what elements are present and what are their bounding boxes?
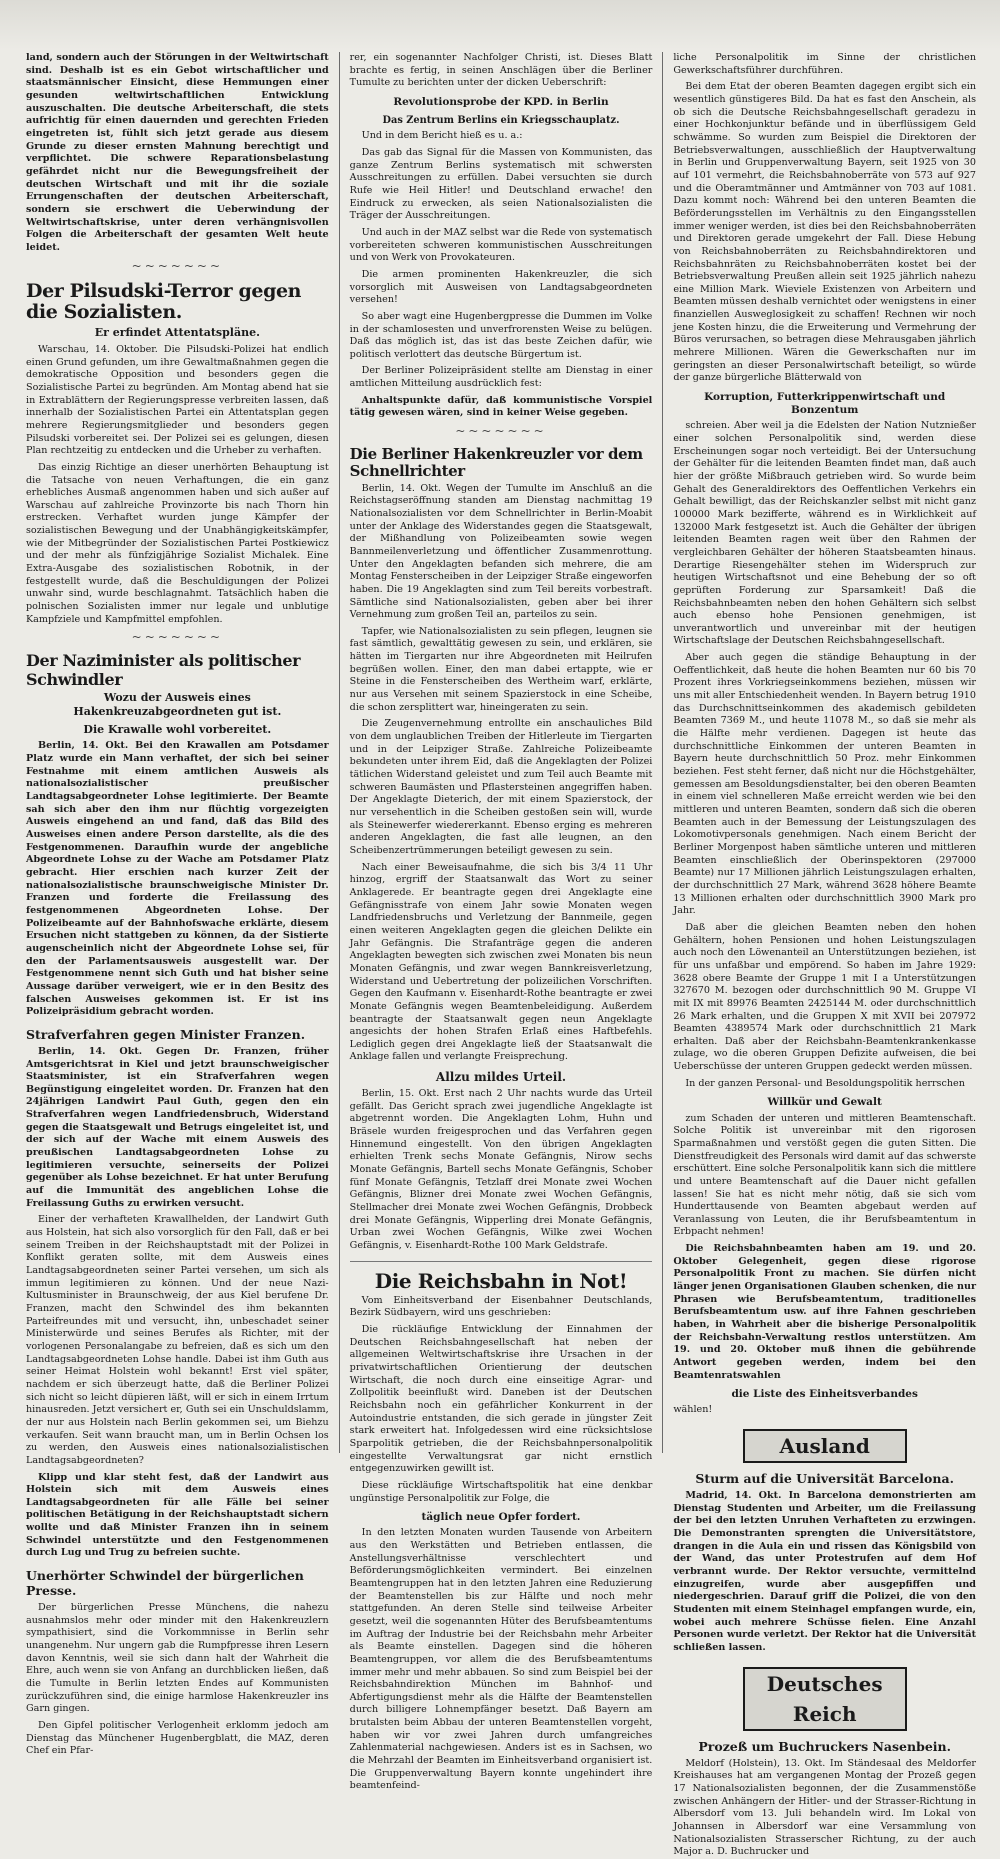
article-paragraph: Nach einer Beweisaufnahme, die sich bis 3/4 11 Uhr hinzog, ergriff der Staatsanwalt das Wort zu seiner Anklagerede. Er beantragte gegen drei Angeklagte eine Gefängnisstrafe von einem Jahr sowie Monaten wegen Landfriedensbruchs und Verletzung der Bannmeile, gegen einen weiteren Angeklagten gegen die gleichen Delikte ein Jahr Gefängnis. Die Strafanträge gegen die anderen Angeklagten bewegten sich zwischen zwei Monaten bis neun Monaten Gefängnis, und zwar wegen Bannkreisverletzung, Widerstand und Uebertretung der polizeilichen Vorschriften. Gegen den Kaufmann v. Eisenhardt-Rothe beantragte er zwei Monate Gefängnis wegen Beamtenbeleidigung. Außerdem beantragte der Staatsanwalt gegen neun Angeklagte angesichts der hohen Strafen Erlaß eines Haftbefehls. Lediglich gegen drei Angeklagte ließ der Staatsanwalt die Anklage fallen und verlangte Freisprechung. [349,861,653,1063]
article-paragraph: zum Schaden der unteren und mittleren Beamtenschaft. Solche Politik ist unvereinbar mit den rigorosen Sparmaßnahmen und verstößt gegen die guten Sitten. Die Dienstfreudigkeit des Personals wird damit auf das schwerste erschüttert. Eine solche Personalpolitik kann sich die mittlere und untere Beamtenschaft auf die Dauer nicht gefallen lassen! Sie hat es nicht mehr nötig, daß sie sich vom Hunderttausende von Beamten abgebaut werden auf Veranlassung von Leuten, die ihr Berufsbeamtentum in Erbpacht nehmen! [673,1112,977,1238]
subheadline: täglich neue Opfer fordert. [421,1511,581,1524]
article-paragraph: In den letzten Monaten wurden Tausende von Arbeitern aus den Werkstätten und Betrieben entlassen, die Anstellungsverhältnisse verschlechtert und Beförderungsmöglichkeiten vermindert. Bei einzelnen Beamtengruppen hat in den letzten Jahren eine Reduzierung der Beamtenstellen bis zur Hälfte und noch mehr stattgefunden. An deren Stelle sind teilweise Arbeiter gesetzt, weil die sogenannten Hüter des Berufsbeamtentums im Auftrag der Industrie bei der Reichsbahn mehr Arbeiter als Beamte einstellen. Dagegen sind die höheren Beamtengruppen, vor allem die des Berufsbeamtentums immer mehr und mehr abbauen. So sind zum Beispiel bei der Reichsbahndirektion München im Bahnhof- und Abfertigungsdienst mehr als die Hälfte der Beamtenstellen durch billigere Lohnempfänger besetzt. Daß Bayern am brutalsten beim Abbau der unteren Beamtenstellen vorgeht, haben wir vor zwei Jahren durch umfangreiches Zahlenmaterial nachgewiesen. Anders ist es in Sachsen, wo die Mehrzahl der Beamten im Einheitsverband organisiert ist. Die Gruppenverwaltung Bayern konnte ungehindert ihre beamtenfeind- [349,1527,653,1792]
headline-barcelona: Sturm auf die Universität Barcelona. [695,1471,954,1487]
quoted-subheadline: Das Zentrum Berlins ein Kriegsschauplatz. [382,115,620,127]
rule [350,1261,653,1262]
divider: ~~~~~~~ [131,630,224,645]
article-paragraph: Klipp und klar steht fest, daß der Landwirt aus Holstein sich mit dem Ausweis eines Landtagsabgeordneten für alle Fälle bei seiner politischen Betätigung in der Reichshauptstadt sichern wollte und daß Minister Franzen ihn in seinem Schwindel unterstützte und den Festgenommenen durch Lug und Trug zu befreien suchte. [26,1471,329,1559]
subheadline: Willkür und Gewalt [767,1096,882,1109]
section-header-deutsches-reich: Deutsches Reich [743,1667,907,1731]
article-paragraph: Den Gipfel politischer Verlogenheit erklomm jedoch am Dienstag das Münchener Hugenbergblatt, die MAZ, deren Chef ein Pfar- [26,1720,329,1757]
column-2 [339,52,663,1792]
article-paragraph: In der ganzen Personal- und Besoldungspolitik herrschen [685,1077,965,1089]
headline-strafverfahren: Strafverfahren gegen Minister Franzen. [26,1026,306,1042]
column-3 [662,52,986,1858]
headline-buchrucker: Prozeß um Buchruckers Nasenbein. [698,1738,951,1754]
article-paragraph: Vom Einheitsverband der Eisenbahner Deutschlands, Bezirk Südbayern, wird uns geschrieben: [349,1294,653,1319]
article-paragraph: Berlin, 14. Okt. Bei den Krawallen am Potsdamer Platz wurde ein Mann verhaftet, der sich bei seiner Festnahme mit einem amtlichen Ausweis als nationalsozialistischer preußischer Landtagsabgeordneter Lohse legitimierte. Der Beamte sah sich aber den ihm nur flüchtig vorgezeigten Ausweis eingehend an und fand, daß das Bild des Ausweises einen andere Person darstellte, als die des Festgenommenen. Daraufhin wurde der angebliche Abgeordnete Lohse zu der Wache am Potsdamer Platz gebracht. Hier erschien nach kurzer Zeit der nationalsozialistische braunschweigische Minister Dr. Franzen und forderte die Freilassung des festgenommenen Abgeordneten Lohse. Der Polizeibeamte auf der Bahnhofswache erklärte, diesem Ersuchen nicht stattgeben zu können, da der Sistierte augenscheinlich nicht der Abgeordnete Lohse sei, für den der Parlamentsausweis ausgestellt war. Der Festgenommene nennt sich Guth und hat bisher seine Aussage darüber verweigert, wie er in den Besitz des falschen Ausweises gekommen ist. Er ist ins Polizeipräsidium gebracht worden. [26,740,329,1018]
subheadline: Er erfindet Attentatspläne. [94,326,260,340]
article-paragraph: Daß aber die gleichen Beamten neben den hohen Gehältern, hohen Pensionen und hohen Leistungszulagen auch noch den Löwenanteil an Unterstützungen beziehen, ist für uns unfaßbar und empörend. So haben im Jahre 1929: 3628 obere Beamte der Gruppe 1 mit I a Unterstützungen 327670 M. bezogen oder durchschnittlich 90 M. Gruppe VI mit IX mit 89976 Beamten 2425144 M. oder durchschnittlich 26 Mark erhalten, und die Gruppen X mit XVII bei 207972 Beamten 4389574 Mark oder durchschnittlich 21 Mark erhalten. Daß aber der Reichsbahn-Beamtenkrankenkasse zulage, wo die oberen Gruppen Defizite aufweisen, die bei Ueberschüsse der unteren Gruppen gedeckt werden müssen. [673,921,977,1073]
subheadline: Wozu der Ausweis eines Hakenkreuzabgeordneten gut ist. [73,691,282,718]
article-paragraph: Das gab das Signal für die Massen von Kommunisten, das ganze Zentrum Berlins systematisch mit schwersten Ausschreitungen zu erfüllen. Dabei versuchten sie durch Rufe wie Heil Hitler! und Deutschland erwache! den Eindruck zu erwecken, als seien Nationalsozialisten die Träger der Ausschreitungen. [349,146,653,222]
subheadline: Die Krawalle wohl vorbereitet. [83,722,272,736]
article-paragraph: Und in dem Bericht hieß es u. a.: [361,130,523,142]
article-paragraph: Einer der verhafteten Krawallhelden, der Landwirt Guth aus Holstein, hat sich also vorsorglich für den Fall, daß er bei seinem Treiben in der Reichshauptstadt mit der Polizei in Konflikt geraten sollte, mit dem Ausweis eines Landtagsabgeordneten seiner Partei versehen, um sich als immun legitimieren zu können. Und der neue Nazi-Kultusminister in Braunschweig, der aus Kiel berufene Dr. Franzen, macht den Schwindel des ihm bekannten Parteifreundes mit und versucht, ihn, unbeschadet seiner Ministerwürde und seines Berufes als Richter, mit der vorlogenen Personalangabe zu befreien, daß es sich um den Landtagsabgeordneten Lohse handle. Dabei ist ihm Guth aus seiner Heimat Holstein wohl bekannt! Erst viel später, nachdem er sich überzeugt hatte, daß die Berliner Polizei sich nicht so leicht düpieren läßt, will er sich in einem Irrtum hinausreden. Jetzt versichert er, Guth sei ein Unschuldslamm, der nur aus Holstein nach Berlin gekommen sei, um Biehzu verkaufen. Seit wann braucht man, um in Berlin Ochsen los zu werden, den Ausweis eines nationalsozialistischen Landtagsabgeordneten? [26,1214,329,1466]
article-paragraph: Bei dem Etat der oberen Beamten dagegen ergibt sich ein wesentlich günstigeres Bild. Da hat es fast den Anschein, als ob sich die Deutsche Reichsbahngesellschaft geradezu in einer Hochkonjunktur befände und in überflüssigem Geld schwämme. So wurden zum Beispiel die Direktoren der Betriebsverwaltungen, ausschließlich der Hauptverwaltung in Berlin und Gruppenverwaltung Bayern, seit 1925 von 30 auf 101 vermehrt, die Reichsbahnoberräte von 573 auf 927 und die Oberamtmänner und Amtmänner von 703 auf 1081. Dazu kommt noch: Während bei den unteren Beamten die Beförderungsstellen im Verhältnis zu den Eingangsstellen immer weniger werden, ist dies bei den Reichsbahnoberräten und Direktoren gerade umgekehrt der Fall. Diese Hebung von Reichsbahnoberräten zu Reichsbahndirektoren und Reichsbahnräten zu Reichsbahnoberräten kostet bei der Betriebsverwaltung Preußen allein seit 1925 jährlich nahezu eine Million Mark. Wieviele Existenzen von Arbeitern und Beamten müssen deshalb vernichtet oder wenigstens in einer finanziellen Ausweglosigkeit zu schaffen! Rechnen wir noch jene Kosten hinzu, die die Erweiterung und Vermehrung der Büros verursachen, so betragen diese Mehrausgaben jährlich mehrere Millionen. Wären die Gewerkschaften nur im geringsten an dieser Personalwirtschaft beteiligt, so würde der ganze bürgerliche Blätterwald von [673,81,977,384]
divider: ~~~~~~~ [455,424,547,439]
article-paragraph: wählen! [673,1404,713,1416]
subheadline: die Liste des Einheitsverbandes [731,1388,918,1401]
article-paragraph: rer, ein sogenannter Nachfolger Christi, ist. Dieses Blatt brachte es fertig, in seinen Anschlägen über die Berliner Tumulte zu berichten unter der dicken Ueberschrift: [349,52,653,89]
article-paragraph: Die rückläufige Entwicklung der Einnahmen der Deutschen Reichsbahngesellschaft hat neben der allgemeinen Weltwirtschaftskrise ihre Ursachen in der privatwirtschaftlichen Orientierung der deutschen Wirtschaft, die noch durch eine einseitige Agrar- und Zollpolitik beeinflußt wird. Daneben ist der Deutschen Reichsbahn noch ein gefährlicher Konkurrent in der Autoindustrie entstanden, die sich gerade in jüngster Zeit stark erweitert hat. Infolgedessen wird eine rücksichtslose Sparpolitik getrieben, die der Reichsbahnpersonalpolitik eingestellte Verwaltungsrat gar nicht ernstlich entgegenzuwirken gewillt ist. [349,1323,653,1475]
headline-naziminister: Der Naziminister als politischer Schwindler [26,651,301,689]
article-paragraph: Berlin, 15. Okt. Erst nach 2 Uhr nachts wurde das Urteil gefällt. Das Gericht sprach zwei jugendliche Angeklagte ist abgetrennt worden. Die Angeklagten Lohm, Huhn und Bräsele wurden freigesprochen und das Verfahren gegen Hinnemund eingestellt. Von den übrigen Angeklagten erhielten Trenk sechs Monate Gefängnis, Nirow sechs Monate Gefängnis, Bartell sechs Monate Gefängnis, Schober fünf Monate Gefängnis, Tetzlaff drei Monate zwei Wochen Gefängnis, Blizner drei Monate zwei Wochen Gefängnis, Stellmacher drei Monate zwei Wochen Gefängnis, Drobbeck drei Monate Gefängnis, Wipperling drei Monate Gefängnis, Urban zwei Wochen Gefängnis, Wilke zwei Wochen Gefängnis, v. Eisenhardt-Rothe 100 Mark Geldstrafe. [349,1088,653,1252]
columns [16,52,986,1858]
article-paragraph: land, sondern auch der Störungen in der Weltwirtschaft sind. Deshalb ist es ein Gebot wirtschaftlicher und staatsmännischer Einsicht, diese Hemmungen einer gesunden weltwirtschaftlichen Entwicklung auszuschalten. Die deutsche Arbeiterschaft, die stets aufrichtig für einen dauernden und gerechten Frieden eingetreten ist, fühlt sich jetzt gerade aus diesem Grunde zu dieser ernsten Mahnung berechtigt und verpflichtet. Die schwere Reparationsbelastung gefährdet nicht nur die Bewegungsfreiheit der deutschen Wirtschaft und mit ihr die soziale Errungenschaften der deutschen Arbeiterschaft, sondern sie erschwert die Ueberwindung der Weltwirtschaftskrise, unter deren verhängnisvollen Folgen die Arbeiterschaft der gesamten Welt heute leidet. [26,52,329,253]
subheadline: Korruption, Futterkrippenwirtschaft und Bonzentum [704,391,946,417]
article-paragraph: Meldorf (Holstein), 13. Okt. Im Ständesaal des Meldorfer Kreishauses hat am vergangenen Montag der Prozeß gegen 17 Nationalsozialisten begonnen, der die Zusammenstöße zwischen Anhängern der Hitler- und der Strasser-Richtung in Albersdorf vom 13. Juli behandeln wird. Im Lokal von Johannsen in Albersdorf war eine Versammlung von Nationalsozialisten Strasserscher Richtung, zu der auch Major a. D. Buchrucker und [673,1757,977,1858]
article-paragraph: Tapfer, wie Nationalsozialisten zu sein pflegen, leugnen sie fast sämtlich, gewalttätig gewesen zu sein, und erklären, sie hätten im Tiergarten nur ihre Abgeordneten mit Heilrufen begrüßen wollen. Einer, den man dabei ertappte, wie er Steine in die Fensterscheiben des Wertheim warf, erklärte, nur aus Versehen mit seinem Spazierstock in eine Scheibe, die schon zersplittert war, hineingeraten zu sein. [349,625,653,713]
headline-urteil: Allzu mildes Urteil. [435,1070,567,1085]
quoted-headline: Revolutionsprobe der KPD. in Berlin [393,95,609,108]
column-1 [16,52,339,1757]
article-paragraph: Das einzig Richtige an dieser unerhörten Behauptung ist die Tatsache von neuen Verhaftungen, die ein ganz erhebliches Ausmaß angenommen haben und sich außer auf Warschau auf zahlreiche Provinzorte bis nach Thorn hin erstrecken. Verhaftet wurden junge Kämpfer der sozialistischen Bewegung und der Unabhängigkeitskämpfer, wie der Mitbegründer der Sozialistischen Partei Postkiewicz und der mehr als fünfzigjährige Sozialist Michalek. Eine Extra-Ausgabe des sozialistischen Robotnik, in der festgestellt wurde, daß die Beschuldigungen der Polizei unwahr sind, wurde beschlagnahmt. Tatsächlich haben die polnischen Sozialisten immer nur legale und unblutige Kampfziele und Kampfmittel empfohlen. [26,461,329,625]
article-paragraph: liche Personalpolitik im Sinne der christlichen Gewerkschaftsführer durchführen. [673,52,977,76]
article-paragraph: So aber wagt eine Hugenbergpresse die Dummen im Volke in der schamlosesten und unverfrorensten Weise zu belügen. Daß das möglich ist, das ist das beste Zeichen dafür, wie politisch verlottert das deutsche Bürgertum ist. [349,310,653,360]
article-paragraph: Warschau, 14. Oktober. Die Pilsudski-Polizei hat endlich einen Grund gefunden, um ihre Gewaltmaßnahmen gegen die demokratische Opposition und besonders gegen die Sozialistische Partei zu begründen. Am Montag abend hat sie in Extrablättern der Regierungspresse verbreiten lassen, daß innerhalb der Sozialistischen Partei ein Attentatsplan gegen mehrere Regierungsmitglieder und besonders gegen Pilsudski vorbereitet sei. Der Polizei sei es gelungen, diesen Plan rechtzeitig zu entdecken und die Urheber zu verhaften. [26,343,329,457]
article-paragraph: Aber auch gegen die ständige Behauptung in der Oeffentlichkeit, daß heute die hohen Beamten nur 60 bis 70 Prozent ihres Vorkriegseinkommens beziehen, müssen wir uns mit aller Entschiedenheit wenden. In Bayern betrug 1910 das Durchschnittseinkommen des akademisch gebildeten Beamten 7369 M., und heute 11078 M., so daß sie mehr als die Hälfte mehr verdienen. Dagegen ist heute das durchschnittliche Einkommen der unteren Beamten in Bayern heute durchschnittlich 50 Proz. mehr Einkommen beziehen. Fest steht ferner, daß nicht nur die Höchstgehälter, gemessen am Besoldungsdienstalter, bei den oberen Beamten in einem viel schnelleren Maße erreicht werden wie bei den mittleren und unteren Beamten, sondern daß sich die oberen Beamten auch in der Bemessung der Leistungszulagen des Lokomotivpersonals genehmigen. Nach einem Bericht der Berliner Morgenpost haben sämtliche unteren und mittleren Beamten einschließlich der Oberinspektoren (297000 Beamte) nur 17 Millionen jährlich Leistungszulagen erhalten, der durchschnittlich 27 Mark, während 3628 höhere Beamte 13 Millionen erhalten oder durchschnittlich 3900 Mark pro Jahr. [673,652,977,917]
article-paragraph: Diese rückläufige Wirtschaftspolitik hat eine denkbar ungünstige Personalpolitik zur Folge, die [349,1479,653,1504]
headline-schnellrichter: Die Berliner Hakenkreuzler vor dem Schnellrichter [349,445,643,481]
article-paragraph: Der Berliner Polizeipräsident stellte am Dienstag in einer amtlichen Mitteilung ausdrücklich fest: [349,365,653,390]
article-paragraph: Die Zeugenvernehmung entrollte ein anschauliches Bild von dem unglaublichen Treiben der Hitlerleute im Tiergarten und in der Leipziger Straße. Zahlreiche Polizeibeamte bekundeten unter ihrem Eid, daß die Angeklagten der Polizei tätlichen Widerstand geleistet und zum Teil auch Beamte mit schweren Baumästen und Pflastersteinen angegriffen haben. Der Angeklagte Dieterich, der mit einem Spazierstock, der nur versehentlich in die Scheiben gestoßen sein will, wurde als Steinewerfer wiedererkannt. Ebenso erging es mehreren anderen Angeklagten, die fast alle leugnen, an den Scheibenzertrümmerungen beteiligt gewesen zu sein. [349,718,653,856]
article-paragraph: Der bürgerlichen Presse Münchens, die nahezu ausnahmslos mehr oder minder mit den Hakenkreuzlern sympathisiert, sind die Vorkommnisse in Berlin sehr unangenehm. Nur ungern gab die Rumpfpresse ihren Lesern davon Kenntnis, weil sie sich dann halt der Wahrheit die Ehre, auch wenn sie von Anfang an durchblicken ließen, daß die Tumulte in Berlin letzten Endes auf Kommunisten zurückzuführen sind, die einige harmlose Hakenkreuzler ins Garn gingen. [26,1602,329,1715]
article-paragraph: Anhaltspunkte dafür, daß kommunistische Vorspiel tätig gewesen wären, sind in keiner Weise gegeben. [349,394,653,419]
article-paragraph: Berlin, 14. Okt. Wegen der Tumulte im Anschluß an die Reichstagseröffnung standen am Dienstag nachmittag 19 Nationalsozialisten vor dem Schnellrichter in Berlin-Moabit unter der Anklage des Widerstandes gegen die Staatsgewalt, der Mißhandlung von Polizeibeamten sowie wegen Bannmeilenverletzung und öffentlicher Zusammenrottung. Unter den Angeklagten befanden sich mehrere, die am Montag Fensterscheiben in der Leipziger Straße eingeworfen haben. Die 19 Angeklagten sind zum Teil bereits vorbestraft. Sämtliche sind Nationalsozialisten, geben aber bei ihrer Vernehmung zum großen Teil an, parteilos zu sein. [349,482,653,621]
article-paragraph: Die Reichsbahnbeamten haben am 19. und 20. Oktober Gelegenheit, gegen diese rigorose Personalpolitik Front zu machen. Sie dürfen nicht länger jenen Organisationen Glauben schenken, die nur Phrasen wie Berufsbeamtentum, traditionelles Berufsbeamtentum usw. auf ihre Fahnen geschrieben haben, in Wahrheit aber die bisherige Personalpolitik der Reichsbahn-Verwaltung restlos unterstützen. Am 19. und 20. Oktober muß ihnen die gebührende Antwort gegeben werden, indem bei den Beamtenratswahlen [673,1243,977,1381]
article-paragraph: Und auch in der MAZ selbst war die Rede von systematisch vorbereiteten schweren kommunistischen Ausschreitungen und von Werk von Provokateuren. [349,226,653,264]
section-header-ausland: Ausland [743,1429,907,1463]
article-paragraph: Madrid, 14. Okt. In Barcelona demonstrierten am Dienstag Studenten und Arbeiter, um die Freilassung der bei den letzten Unruhen Verhafteten zu erzwingen. Die Demonstranten sprengten die Universitätstore, drangen in die Aula ein und rissen das Königsbild von der Wand, das unter Protestrufen auf dem Hof verbrannt wurde. Der Rektor versuchte, vermittelnd einzugreifen, wurde aber ausgepfiffen und niedergeschrien. Darauf griff die Polizei, die von den Studenten mit einem Steinhagel empfangen wurde, ein, wobei auch mehrere Schüsse fielen. Eine Anzahl Personen wurde verletzt. Der Rektor hat die Universität schließen lassen. [673,1490,977,1653]
headline-pilsudski: Der Pilsudski-Terror gegen die Sozialisten. [26,279,302,324]
divider: ~~~~~~~ [131,258,224,273]
headline-reichsbahn: Die Reichsbahn in Not! [374,1268,628,1293]
article-paragraph: Die armen prominenten Hakenkreuzler, die sich vorsorglich mit Ausweisen von Landtagsabgeordneten versehen! [349,268,653,306]
article-paragraph: Berlin, 14. Okt. Gegen Dr. Franzen, früher Amtsgerichtsrat in Kiel und jetzt braunschweigischer Staatsminister, ist ein Strafverfahren wegen Begünstigung eingeleitet worden. Dr. Franzen hat den 24jährigen Landwirt Paul Guth, gegen den ein Strafverfahren wegen Landfriedensbruch, Widerstand gegen die Staatsgewalt und Betrugs eingeleitet ist, und der sich auf der Wache mit einem Ausweis des preußischen Landtagsabgeordneten Lohse zu legitimieren versuchte, seinerseits der Polizei gegenüber als Lohse bezeichnet. Er hat unter Berufung auf die Immunität des angeblichen Lohse die Freilassung Guths zu erwirken versucht. [26,1045,329,1209]
headline-schwindel: Unerhörter Schwindel der bürgerlichen Presse. [26,1568,304,1599]
faded-masthead [0,0,1000,50]
article-paragraph: schreien. Aber weil ja die Edelsten der Nation Nutznießer einer solchen Personalpolitik sind, werden diese Erscheinungen sogar noch verteidigt. Bei der Untersuchung der Gehälter für die leitenden Beamten findet man, daß auch hier der größte Mißbrauch getrieben wird. So wurde beim Gehalt des Generaldirektors des Oeffentlichen Verkehrs ein Gehalt bewilligt, das der Reichskanzler selbst mit nicht ganz 100000 Mark bezifferte, während es in Wirklichkeit auf 132000 Mark festgesetzt ist. Auch die Gehälter der übrigen leitenden Beamten ragen weit über den Rahmen der vergleichbaren Gehälter der höheren Staatsbeamten hinaus. Derartige Riesengehälter stehen im Widerspruch zur heutigen Wirtschaftsnot und eine Behebung der so oft geprüften Forderung zur Sparsamkeit! Daß die Reichsbahnbeamten neben den hohen Gehältern sich selbst auch ebenso hohe Pensionen genehmigen, ist unverantwortlich und unvereinbar mit der heutigen Wirtschaftslage der Deutschen Reichsbahngesellschaft. [673,420,977,647]
